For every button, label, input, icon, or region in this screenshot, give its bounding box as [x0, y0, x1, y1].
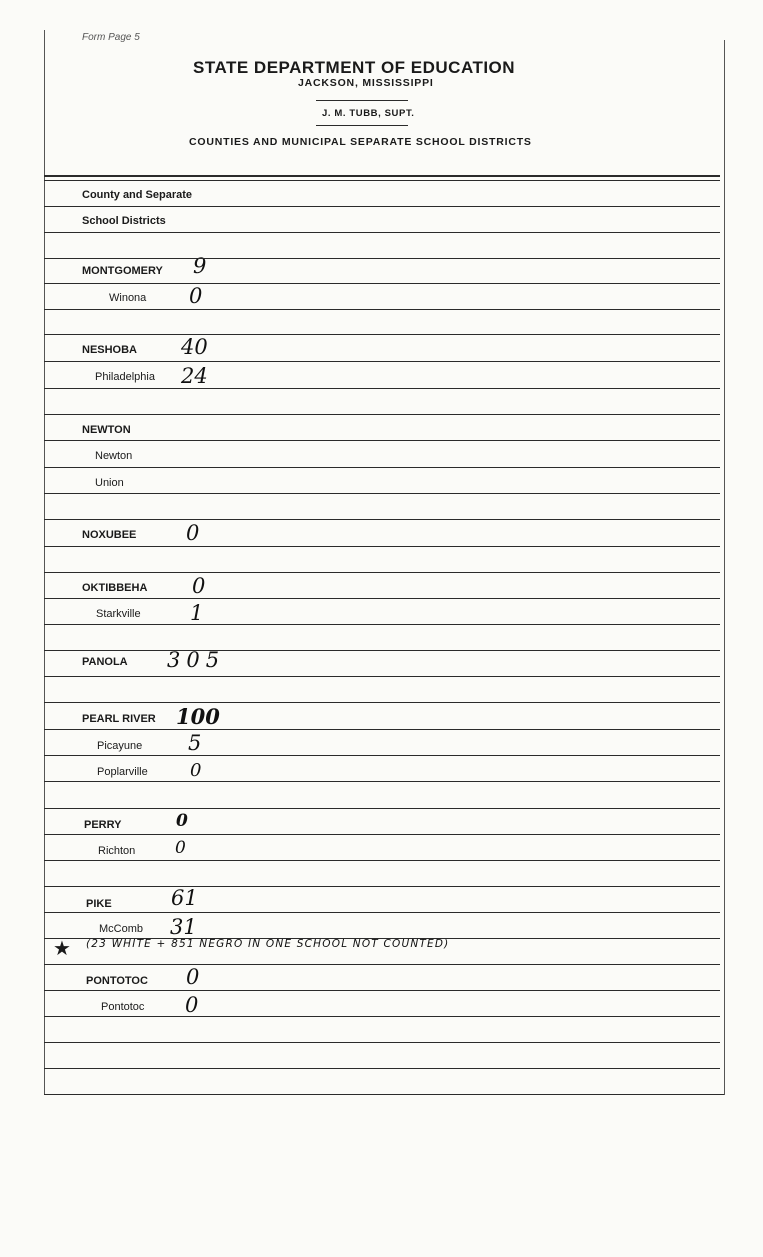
- county-oktibbeha: OKTIBBEHA: [82, 582, 148, 594]
- value-pearl-river: 100: [176, 704, 220, 729]
- value-starkville: 1: [190, 601, 204, 625]
- county-perry: PERRY: [84, 819, 122, 831]
- rule: [44, 493, 720, 494]
- district-newton: Newton: [95, 450, 133, 462]
- rule: [44, 598, 720, 599]
- rule: [44, 702, 720, 703]
- county-pontotoc: PONTOTOC: [86, 975, 148, 987]
- district-pontotoc: Pontotoc: [101, 1001, 145, 1013]
- rule: [44, 938, 720, 939]
- value-noxubee: 0: [186, 521, 200, 545]
- county-panola: PANOLA: [82, 656, 128, 668]
- district-starkville: Starkville: [96, 608, 141, 620]
- rule: [44, 546, 720, 547]
- rule: [44, 1042, 720, 1043]
- value-perry: 0: [176, 811, 188, 831]
- rule: [44, 834, 720, 835]
- rule: [44, 755, 720, 756]
- rule: [44, 729, 720, 730]
- rule: [44, 467, 720, 468]
- rule: [44, 1016, 720, 1017]
- superintendent-line: J. M. TUBB, SUPT.: [322, 108, 415, 119]
- form-page-label: Form Page 5: [82, 32, 140, 43]
- rule: [44, 808, 720, 809]
- rule: [44, 886, 720, 887]
- rule: [44, 309, 720, 310]
- rule: [44, 990, 720, 991]
- document-subtitle: COUNTIES AND MUNICIPAL SEPARATE SCHOOL DISTRICTS: [189, 136, 532, 148]
- rule: [44, 361, 720, 362]
- district-picayune: Picayune: [97, 740, 143, 752]
- header-rule-1: [316, 100, 408, 101]
- district-richton: Richton: [98, 845, 136, 857]
- rule: [44, 232, 720, 233]
- county-newton: NEWTON: [82, 424, 131, 436]
- rule-bottom: [44, 1094, 724, 1095]
- rule: [44, 676, 720, 677]
- rule: [44, 440, 720, 441]
- handwritten-note: (23 WHITE + 851 NEGRO IN ONE SCHOOL NOT COUNTED): [86, 938, 450, 950]
- district-union: Union: [95, 477, 124, 489]
- district-winona: Winona: [109, 292, 147, 304]
- header-rule-2: [316, 125, 408, 126]
- county-noxubee: NOXUBEE: [82, 529, 137, 541]
- rule: [44, 650, 720, 651]
- value-picayune: 5: [188, 731, 202, 755]
- value-pike: 61: [171, 886, 198, 910]
- rule: [44, 572, 720, 573]
- rule: [44, 964, 720, 965]
- rule: [44, 206, 720, 207]
- value-mccomb: 31: [170, 915, 197, 939]
- value-philadelphia: 24: [181, 364, 208, 388]
- value-pontotoc-district: 0: [185, 993, 199, 1017]
- district-poplarville: Poplarville: [97, 766, 148, 778]
- value-pontotoc-county: 0: [186, 965, 200, 989]
- rule: [44, 414, 720, 415]
- note-star-icon: ★: [53, 938, 71, 960]
- rule-top-2: [44, 180, 720, 181]
- column-header-line1: County and Separate: [82, 189, 193, 201]
- rule: [44, 388, 720, 389]
- rule: [44, 334, 720, 335]
- value-neshoba: 40: [181, 335, 208, 359]
- county-montgomery: MONTGOMERY: [82, 265, 163, 277]
- district-mccomb: McComb: [99, 923, 144, 935]
- column-header-line2: School Districts: [82, 215, 166, 227]
- district-philadelphia: Philadelphia: [95, 371, 155, 383]
- county-neshoba: NESHOBA: [82, 344, 138, 356]
- county-pearl-river: PEARL RIVER: [82, 713, 156, 725]
- value-richton: 0: [175, 838, 186, 858]
- value-poplarville: 0: [190, 760, 202, 781]
- rule: [44, 258, 720, 259]
- right-border: [724, 40, 725, 1095]
- rule: [44, 1068, 720, 1069]
- value-panola: 305: [167, 648, 226, 672]
- rule-top-1: [44, 175, 720, 177]
- value-montgomery: 9: [193, 254, 207, 278]
- rule: [44, 624, 720, 625]
- value-oktibbeha: 0: [192, 574, 206, 598]
- county-pike: PIKE: [86, 898, 112, 910]
- location-line: JACKSON, MISSISSIPPI: [298, 77, 434, 89]
- rule: [44, 912, 720, 913]
- left-border: [44, 30, 45, 1095]
- department-title: STATE DEPARTMENT OF EDUCATION: [193, 58, 516, 77]
- rule: [44, 519, 720, 520]
- value-winona: 0: [189, 284, 203, 308]
- rule: [44, 860, 720, 861]
- rule: [44, 283, 720, 284]
- rule: [44, 781, 720, 782]
